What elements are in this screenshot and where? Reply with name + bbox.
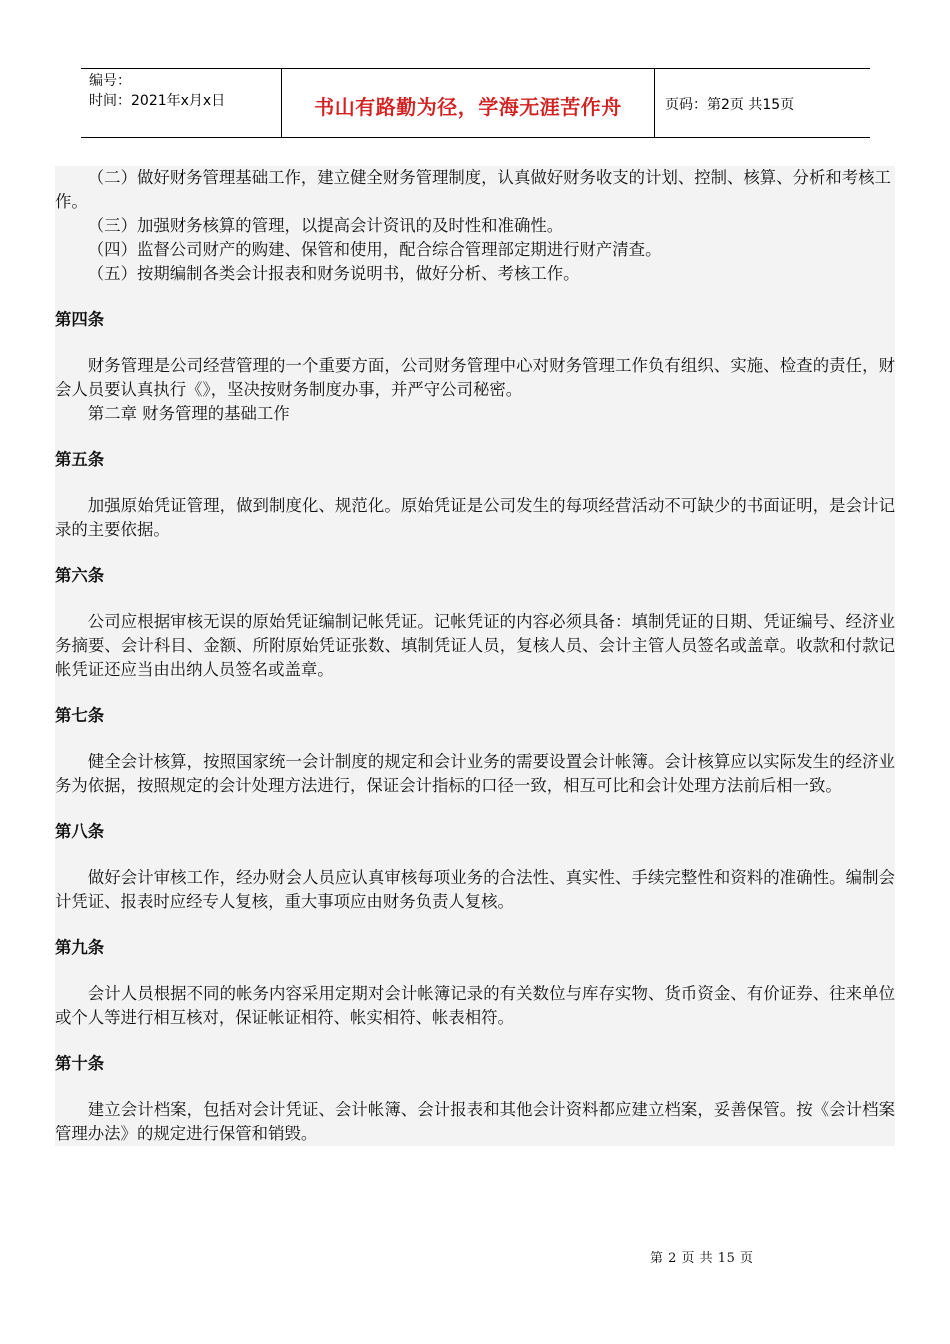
header-motto: 书山有路勤为径，学海无涯苦作舟 bbox=[282, 69, 655, 137]
article-text: 财务管理是公司经营管理的一个重要方面，公司财务管理中心对财务管理工作负有组织、实施、检查的责任，财会人员要认真执行《》，坚决按财务制度办事，并严守公司秘密。 bbox=[55, 356, 895, 399]
article-text: 会计人员根据不同的帐务内容采用定期对会计帐簿记录的有关数位与库存实物、货币资金、有价证券、往来单位或个人等进行相互核对，保证帐证相符、帐实相符、帐表相符。 bbox=[55, 984, 895, 1027]
document-body bbox=[55, 166, 895, 1146]
header-page-info: 页码：第2页 共15页 bbox=[665, 97, 795, 113]
article-heading: 第七条 bbox=[55, 706, 105, 725]
article-heading: 第九条 bbox=[55, 938, 105, 957]
list-item: （三）加强财务核算的管理，以提高会计资讯的及时性和准确性。 bbox=[87, 216, 564, 235]
list-item: （二）做好财务管理基础工作，建立健全财务管理制度，认真做好财务收支的计划、控制、核算、分析和考核工作。 bbox=[55, 168, 891, 211]
article-text: 加强原始凭证管理，做到制度化、规范化。原始凭证是公司发生的每项经营活动不可缺少的书面证明，是会计记录的主要依据。 bbox=[55, 496, 895, 539]
article-heading: 第十条 bbox=[55, 1054, 105, 1073]
page-footer: 第 2 页 共 15 页 bbox=[650, 1251, 754, 1266]
article-text: 做好会计审核工作，经办财会人员应认真审核每项业务的合法性、真实性、手续完整性和资料的准确性。编制会计凭证、报表时应经专人复核，重大事项应由财务负责人复核。 bbox=[55, 868, 895, 911]
article-heading: 第六条 bbox=[55, 566, 105, 585]
article-text: 建立会计档案，包括对会计凭证、会计帐簿、会计报表和其他会计资料都应建立档案，妥善保管。按《会计档案管理办法》的规定进行保管和销毁。 bbox=[55, 1100, 895, 1143]
article-text: 健全会计核算，按照国家统一会计制度的规定和会计业务的需要设置会计帐簿。会计核算应以实际发生的经济业务为依据，按照规定的会计处理方法进行，保证会计指标的口径一致，相互可比和会计处理方法前后相一致。 bbox=[55, 752, 895, 795]
article-heading: 第四条 bbox=[55, 310, 105, 329]
article-heading: 第五条 bbox=[55, 450, 105, 469]
document-number-label: 编号： bbox=[89, 73, 131, 89]
article-heading: 第八条 bbox=[55, 822, 105, 841]
list-item: （五）按期编制各类会计报表和财务说明书，做好分析、考核工作。 bbox=[87, 264, 580, 283]
chapter-title: 第二章 财务管理的基础工作 bbox=[87, 404, 290, 423]
article-text: 公司应根据审核无误的原始凭证编制记帐凭证。记帐凭证的内容必须具备：填制凭证的日期、凭证编号、经济业务摘要、会计科目、金额、所附原始凭证张数、填制凭证人员，复核人员、会计主管人员签名或盖章。收款和付款记帐凭证还应当由出纳人员签名或盖章。 bbox=[55, 612, 895, 679]
document-time-label: 时间：2021年x月x日 bbox=[89, 93, 226, 109]
header-meta-cell bbox=[81, 69, 282, 137]
list-item: （四）监督公司财产的购建、保管和使用，配合综合管理部定期进行财产清查。 bbox=[87, 240, 662, 259]
page-header bbox=[81, 68, 870, 138]
